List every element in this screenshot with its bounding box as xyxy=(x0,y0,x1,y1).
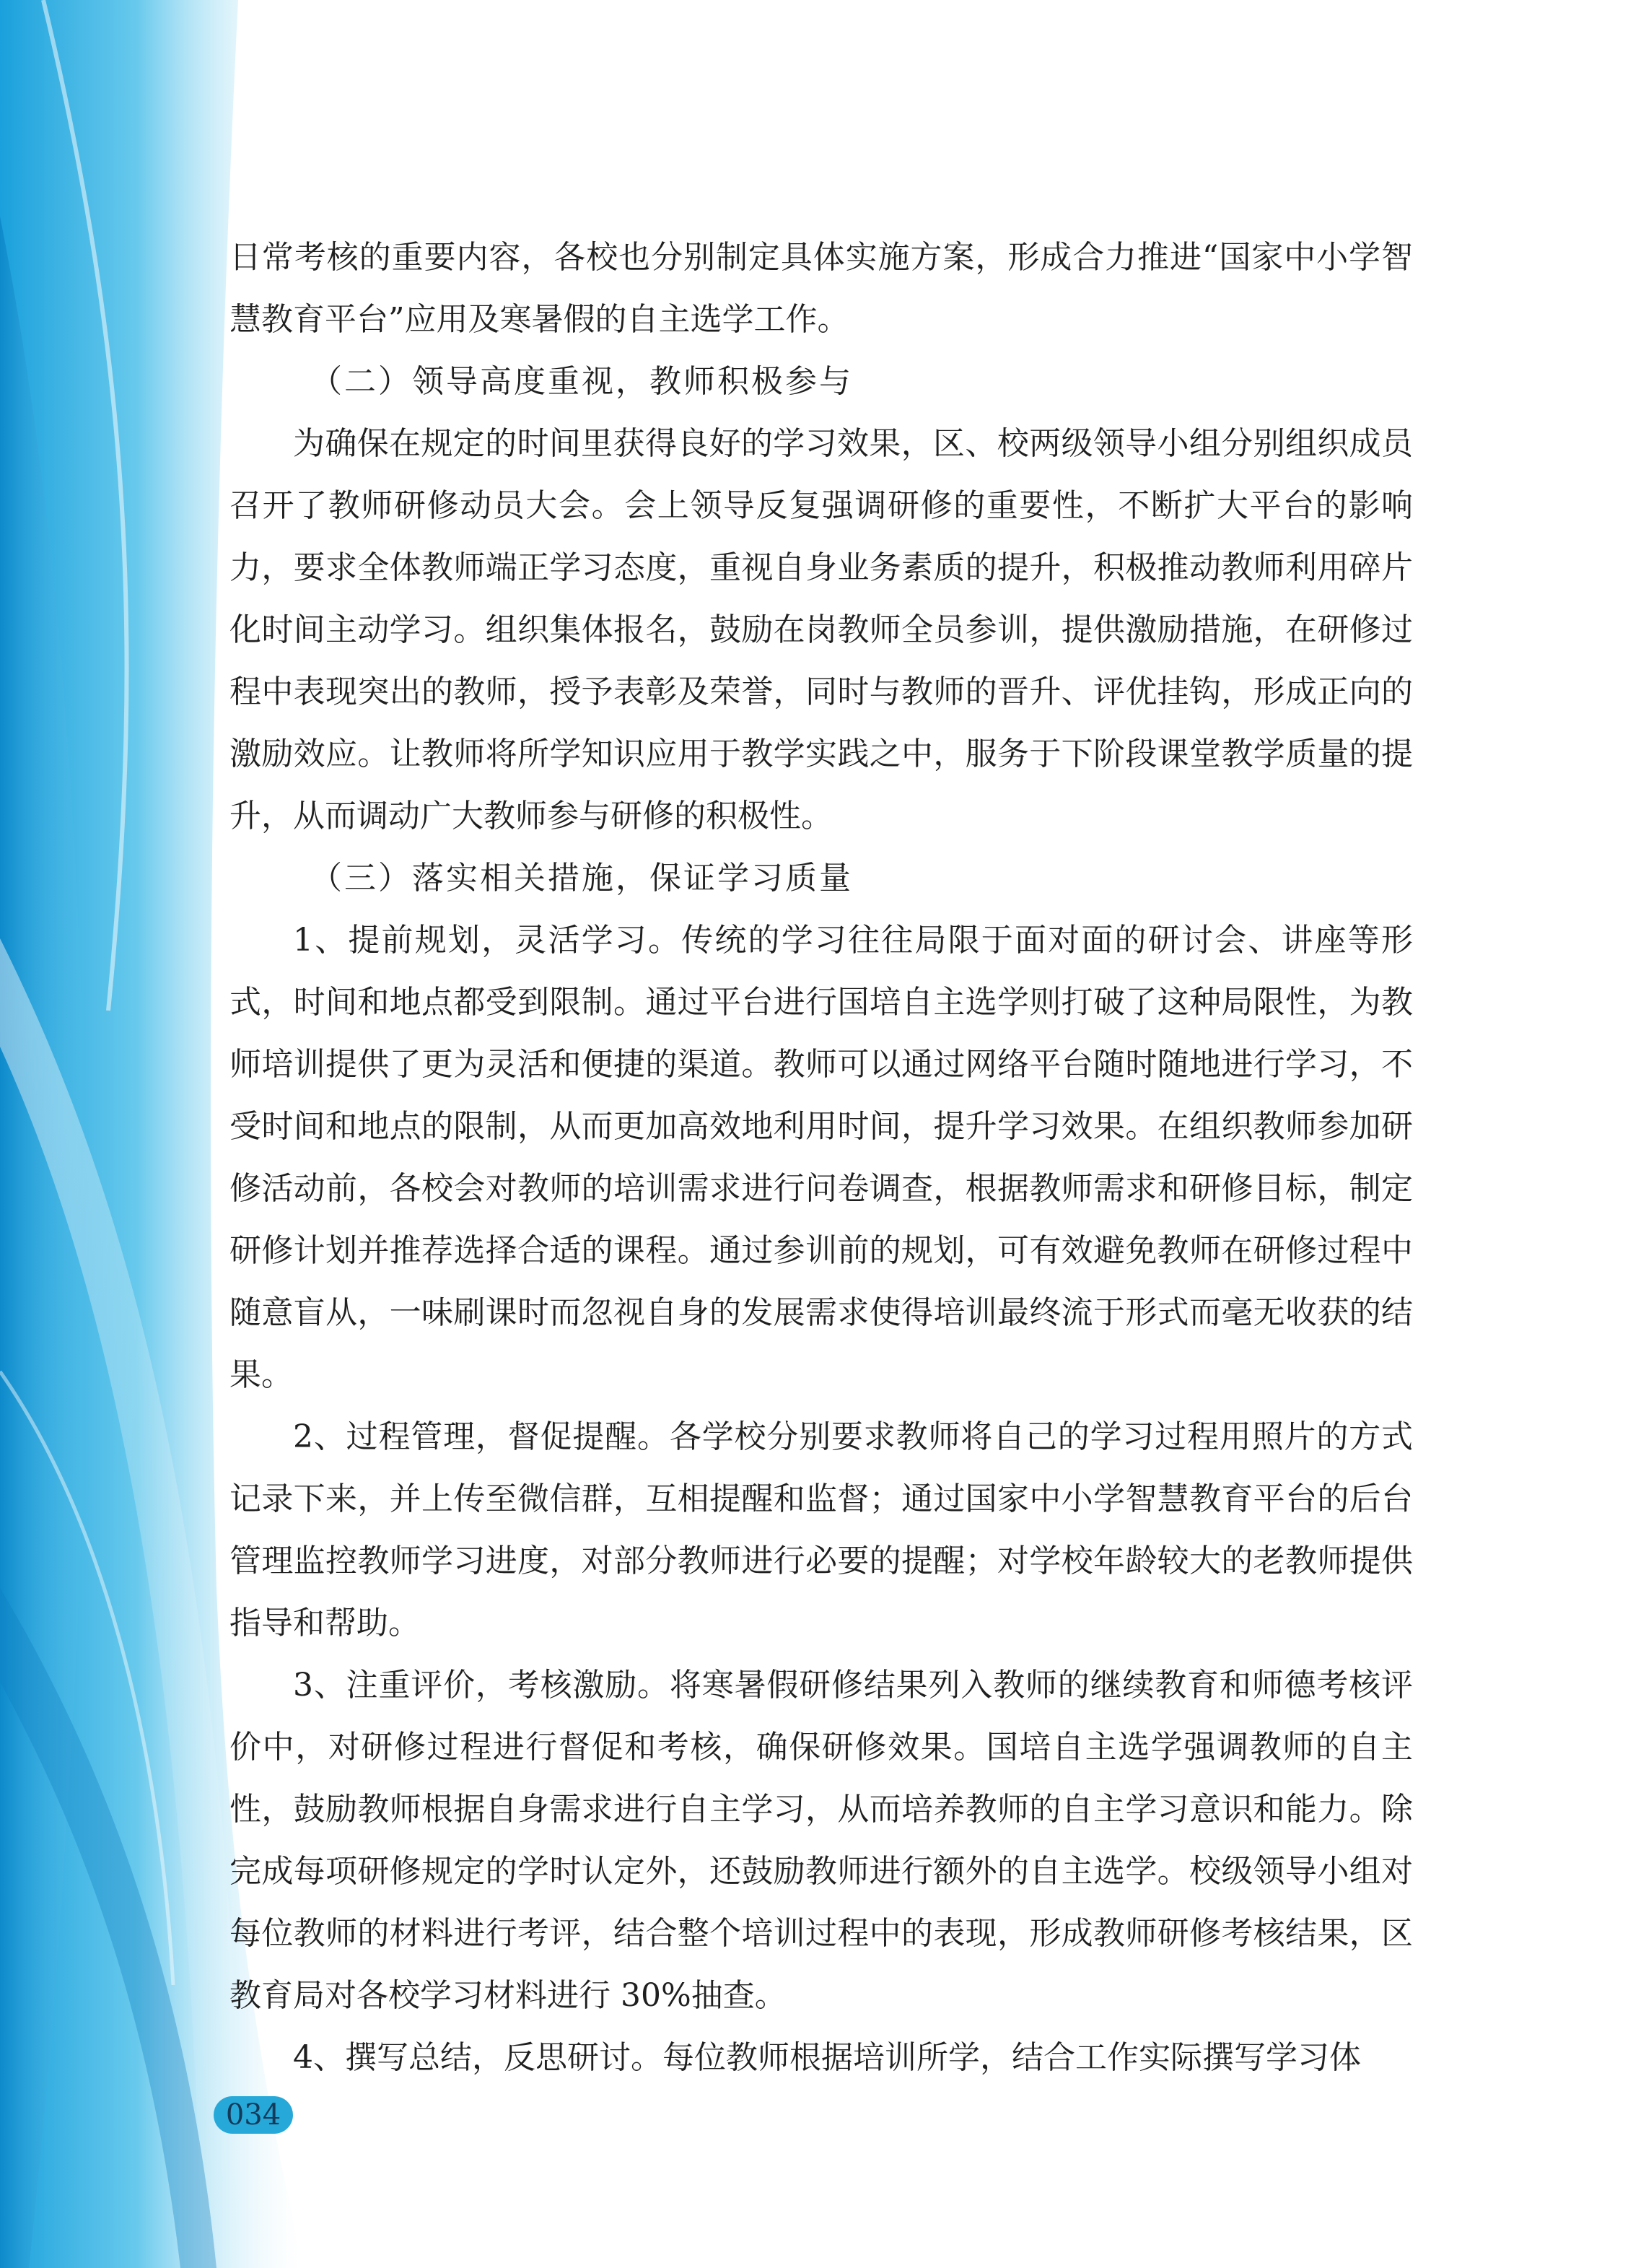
paragraph-item-3: 3、注重评价，考核激励。将寒暑假研修结果列入教师的继续教育和师德考核评价中，对研修过程进行督促和考核，确保研修效果。国培自主选学强调教师的自主性，鼓励教师根据自身需求进行自主学习，从而培养教师的自主学习意识和能力。除完成每项研修规定的学时认定外，还鼓励教师进行额外的自主选学。校级领导小组对每位教师的材料进行考评，结合整个培训过程中的表现，形成教师研修考核结果，区教育局对各校学习材料进行 30%抽查。 xyxy=(229,1667,1413,2014)
section-heading-three: （三）落实相关措施，保证学习质量 xyxy=(310,860,853,897)
article-body xyxy=(229,227,1413,2089)
paragraph-item-1: 1、提前规划，灵活学习。传统的学习往往局限于面对面的研讨会、讲座等形式，时间和地点都受到限制。通过平台进行国培自主选学则打破了这种局限性，为教师培训提供了更为灵活和便捷的渠道。教师可以通过网络平台随时随地进行学习，不受时间和地点的限制，从而更加高效地利用时间，提升学习效果。在组织教师参加研修活动前，各校会对教师的培训需求进行问卷调查，根据教师需求和研修目标，制定研修计划并推荐选择合适的课程。通过参训前的规划，可有效避免教师在研修过程中随意盲从，一味刷课时而忽视自身的发展需求使得培训最终流于形式而毫无收获的结果。 xyxy=(229,922,1413,1393)
page-number-badge: 034 xyxy=(214,2096,293,2134)
paragraph-item-4: 4、撰写总结，反思研讨。每位教师根据培训所学，结合工作实际撰写学习体 xyxy=(293,2039,1361,2076)
section-heading-two: （二）领导高度重视，教师积极参与 xyxy=(310,363,853,400)
paragraph-continuation: 日常考核的重要内容，各校也分别制定具体实施方案，形成合力推进“国家中小学智慧教育平台”应用及寒暑假的自主选学工作。 xyxy=(229,239,1413,338)
paragraph-item-2: 2、过程管理，督促提醒。各学校分别要求教师将自己的学习过程用照片的方式记录下来，并上传至微信群，互相提醒和监督；通过国家中小学智慧教育平台的后台管理监控教师学习进度，对部分教师进行必要的提醒；对学校年龄较大的老教师提供指导和帮助。 xyxy=(229,1418,1413,1641)
paragraph-leadership: 为确保在规定的时间里获得良好的学习效果，区、校两级领导小组分别组织成员召开了教师研修动员大会。会上领导反复强调研修的重要性，不断扩大平台的影响力，要求全体教师端正学习态度，重视自身业务素质的提升，积极推动教师利用碎片化时间主动学习。组织集体报名，鼓励在岗教师全员参训，提供激励措施，在研修过程中表现突出的教师，授予表彰及荣誉，同时与教师的晋升、评优挂钩，形成正向的激励效应。让教师将所学知识应用于教学实践之中，服务于下阶段课堂教学质量的提升，从而调动广大教师参与研修的积极性。 xyxy=(229,425,1413,834)
